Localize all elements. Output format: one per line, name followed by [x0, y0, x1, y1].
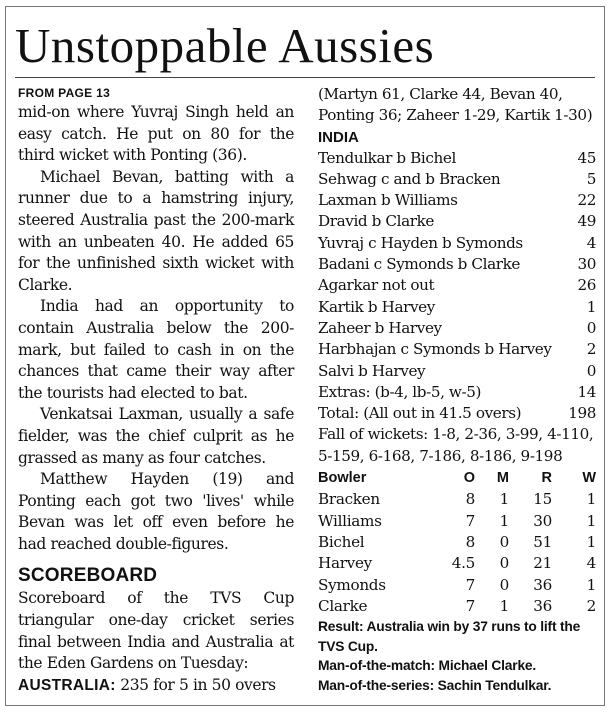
- paragraph: Matthew Hayden (19) and Ponting each got two 'lives' while Bevan was let off even before he had reached double-figures.: [18, 470, 294, 553]
- scoreboard-intro: Scoreboard of the TVS Cup triangular one-day cricket series final between India and Australia at the Eden Gardens on Tuesday:: [18, 589, 294, 673]
- batsman-runs: 26: [577, 276, 596, 295]
- batting-row: [318, 275, 596, 296]
- bowler-overs: 4.5: [451, 554, 475, 573]
- paragraph: India had an opportunity to contain Australia below the 200-mark, but failed to cash in on the chances that came their way after the tourists had elected to bat.: [18, 297, 294, 402]
- batsman-dismissal: Dravid b Clarke: [318, 212, 435, 231]
- batsman-runs: 4: [586, 233, 596, 252]
- bowler-runs: 21: [533, 554, 552, 573]
- batting-row: [318, 318, 596, 339]
- extras-value: 14: [577, 382, 596, 401]
- bowler-overs: 7: [465, 596, 475, 615]
- bowler-overs: 8: [465, 490, 475, 509]
- paragraph: Venkatsai Laxman, usually a safe fielder, was the chief culprit as he grassed as many as four catches.: [18, 405, 294, 467]
- bowling-row: [318, 489, 596, 510]
- batsman-dismissal: Kartik b Harvey: [318, 297, 435, 316]
- bowling-row: [318, 596, 596, 617]
- man-of-the-series: Man-of-the-series: Sachin Tendulkar.: [318, 677, 552, 693]
- total-row: [318, 403, 596, 424]
- bowling-header: [318, 468, 596, 489]
- extras-label: Extras: (b-4, lb-5, w-5): [318, 382, 482, 401]
- batsman-runs: 1: [586, 297, 596, 316]
- runs-col-header: R: [541, 470, 552, 487]
- bowling-row: [318, 511, 596, 532]
- batsman-dismissal: Yuvraj c Hayden b Symonds: [318, 233, 523, 252]
- batsman-runs: 0: [586, 361, 596, 380]
- kicker: FROM PAGE 13: [18, 86, 111, 100]
- australia-summary: [18, 675, 294, 697]
- batsman-dismissal: Tendulkar b Bichel: [318, 148, 456, 167]
- bowler-name: Bichel: [318, 532, 365, 551]
- batsman-dismissal: Sehwag c and b Bracken: [318, 169, 501, 188]
- bowling-row: [318, 553, 596, 574]
- batting-row: [318, 361, 596, 382]
- batting-row: [318, 169, 596, 190]
- scoreboard-title: SCOREBOARD: [18, 565, 158, 587]
- bowler-wickets: 1: [586, 490, 596, 509]
- maidens-col-header: M: [496, 470, 509, 487]
- bowler-runs: 36: [533, 575, 552, 594]
- right-column: [318, 84, 596, 695]
- batsman-runs: 30: [577, 255, 596, 274]
- bowler-name: Harvey: [318, 554, 372, 573]
- bowler-maidens: 0: [499, 554, 509, 573]
- india-label: INDIA: [318, 128, 359, 146]
- left-column: [18, 84, 294, 696]
- bowler-name: Bracken: [318, 490, 380, 509]
- bowler-maidens: 1: [499, 490, 509, 509]
- headline: Unstoppable Aussies: [15, 18, 435, 73]
- batting-row: [318, 233, 596, 254]
- batsman-dismissal: Zaheer b Harvey: [318, 318, 442, 337]
- match-result: Result: Australia win by 37 runs to lift the TVS Cup.: [318, 619, 581, 654]
- batsman-runs: 49: [577, 212, 596, 231]
- batsman-runs: 0: [586, 318, 596, 337]
- bowler-runs: 30: [533, 511, 552, 530]
- bowler-wickets: 1: [586, 575, 596, 594]
- bowler-col-header: Bowler: [318, 470, 367, 487]
- batsman-runs: 45: [577, 148, 596, 167]
- batsman-runs: 22: [577, 191, 596, 210]
- batting-row: [318, 148, 596, 169]
- bowler-name: Williams: [318, 511, 382, 530]
- total-value: 198: [568, 404, 596, 423]
- batsman-runs: 5: [586, 169, 596, 188]
- bowler-runs: 15: [533, 490, 552, 509]
- bowling-list: [318, 489, 596, 617]
- bowler-wickets: 1: [586, 511, 596, 530]
- bowler-name: Clarke: [318, 596, 368, 615]
- extras-row: [318, 382, 596, 403]
- bowler-wickets: 1: [586, 532, 596, 551]
- man-of-the-match: Man-of-the-match: Michael Clarke.: [318, 658, 537, 674]
- batsman-dismissal: Salvi b Harvey: [318, 361, 426, 380]
- bowling-row: [318, 575, 596, 596]
- paragraph: Michael Bevan, batting with a runner due to a hamstring injury, steered Australia past the 200-mark with an unbeaten 40. He added 65 for the unfinished sixth wicket with Clarke.: [18, 167, 294, 294]
- bowler-wickets: 2: [586, 596, 596, 615]
- bowler-maidens: 0: [499, 575, 509, 594]
- batsman-dismissal: Laxman b Williams: [318, 191, 458, 210]
- bowler-overs: 7: [465, 575, 475, 594]
- bowler-maidens: 1: [499, 596, 509, 615]
- bowler-runs: 36: [533, 596, 552, 615]
- batsman-dismissal: Badani c Symonds b Clarke: [318, 255, 520, 274]
- wickets-col-header: W: [582, 470, 596, 487]
- batting-row: [318, 190, 596, 211]
- overs-col-header: O: [463, 470, 475, 487]
- bowler-name: Symonds: [318, 575, 386, 594]
- batting-row: [318, 211, 596, 232]
- batting-row: [318, 297, 596, 318]
- batsman-runs: 2: [586, 340, 596, 359]
- australia-label: AUSTRALIA:: [18, 676, 116, 694]
- batsman-dismissal: Agarkar not out: [318, 276, 435, 295]
- bowler-maidens: 0: [499, 532, 509, 551]
- bowler-overs: 7: [465, 511, 475, 530]
- headline-rule: [15, 77, 595, 78]
- bowler-wickets: 4: [586, 554, 596, 573]
- bowling-row: [318, 532, 596, 553]
- australia-score: 235 for 5 in 50 overs: [120, 675, 276, 694]
- total-label: Total: (All out in 41.5 overs): [318, 404, 522, 423]
- bowler-maidens: 1: [499, 511, 509, 530]
- batting-row: [318, 254, 596, 275]
- batting-row: [318, 339, 596, 360]
- bowler-runs: 51: [533, 532, 552, 551]
- paragraph: mid-on where Yuvraj Singh held an easy catch. He put on 80 for the third wicket with Ponting (36).: [18, 103, 294, 165]
- bowler-overs: 8: [465, 532, 475, 551]
- australia-details: (Martyn 61, Clarke 44, Bevan 40, Ponting 36; Zaheer 1-29, Kartik 1-30): [318, 85, 593, 125]
- batsman-dismissal: Harbhajan c Symonds b Harvey: [318, 340, 552, 359]
- batting-list: [318, 148, 596, 382]
- fall-of-wickets: Fall of wickets: 1-8, 2-36, 3-99, 4-110, 5-159, 6-168, 7-186, 8-186, 9-198: [318, 425, 594, 465]
